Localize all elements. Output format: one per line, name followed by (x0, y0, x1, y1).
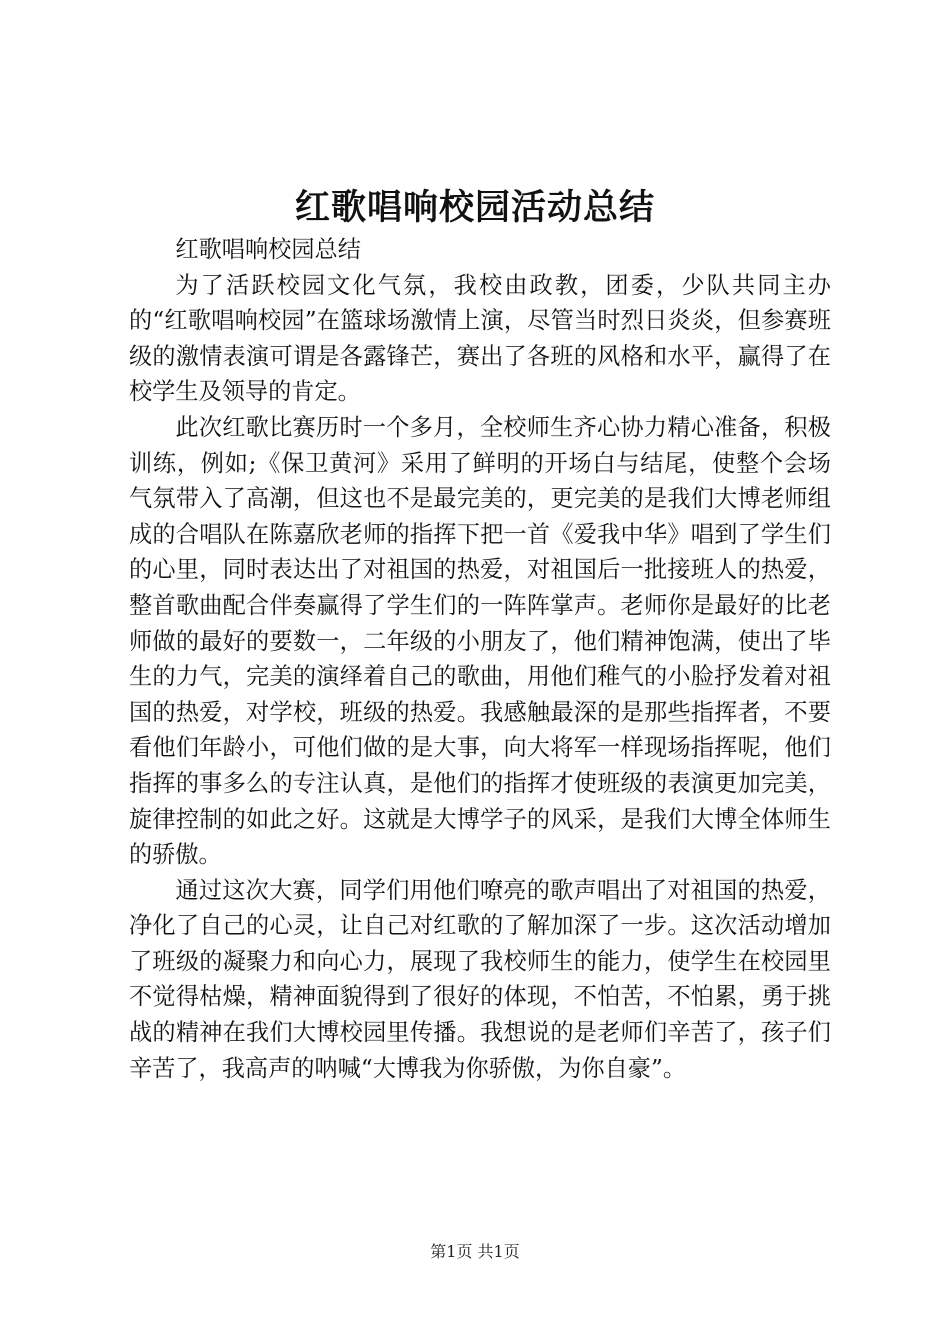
document-title: 红歌唱响校园活动总结 (294, 187, 655, 228)
page-footer: 第1页 共1页 (430, 1242, 520, 1261)
paragraph-2: 此次红歌比赛历时一个多月，全校师生齐心协力精心准备，积极训练，例如;《保卫黄河》采用了鲜明的开场白与结尾，使整个会场气氛带入了高潮，但这也不是最完美的，更完美的是我们大博老师组成的合唱队在陈嘉欣老师的指挥下把一首《爱我中华》唱到了学生们的心里，同时表达出了对祖国的热爱，对祖国后一批接班人的热爱，整首歌曲配合伴奏赢得了学生们的一阵阵掌声。老师你是最好的比老师做的最好的要数一，二年级的小朋友了，他们精神饱满，使出了毕生的力气，完美的演绎着自己的歌曲，用他们稚气的小脸抒发着对祖国的热爱，对学校，班级的热爱。我感触最深的是那些指挥者，不要看他们年龄小，可他们做的是大事，向大将军一样现场指挥呢，他们指挥的事多么的专注认真，是他们的指挥才使班级的表演更加完美，旋律控制的如此之好。这就是大博学子的风采，是我们大博全体师生的骄傲。 (129, 413, 831, 869)
document-body (129, 232, 831, 1086)
document-subtitle: 红歌唱响校园总结 (175, 236, 361, 263)
paragraph-1: 为了活跃校园文化气氛，我校由政教，团委，少队共同主办的“红歌唱响校园”在篮球场激情上演，尽管当时烈日炎炎，但参赛班级的激情表演可谓是各露锋芒，赛出了各班的风格和水平，赢得了在校学生及领导的肯定。 (129, 271, 831, 406)
paragraph-3: 通过这次大赛，同学们用他们嘹亮的歌声唱出了对祖国的热爱，净化了自己的心灵，让自己对红歌的了解加深了一步。这次活动增加了班级的凝聚力和向心力，展现了我校师生的能力，使学生在校园里不觉得枯燥，精神面貌得到了很好的体现，不怕苦，不怕累，勇于挑战的精神在我们大博校园里传播。我想说的是老师们辛苦了，孩子们辛苦了，我高声的呐喊“大博我为你骄傲，为你自豪”。 (129, 876, 831, 1082)
